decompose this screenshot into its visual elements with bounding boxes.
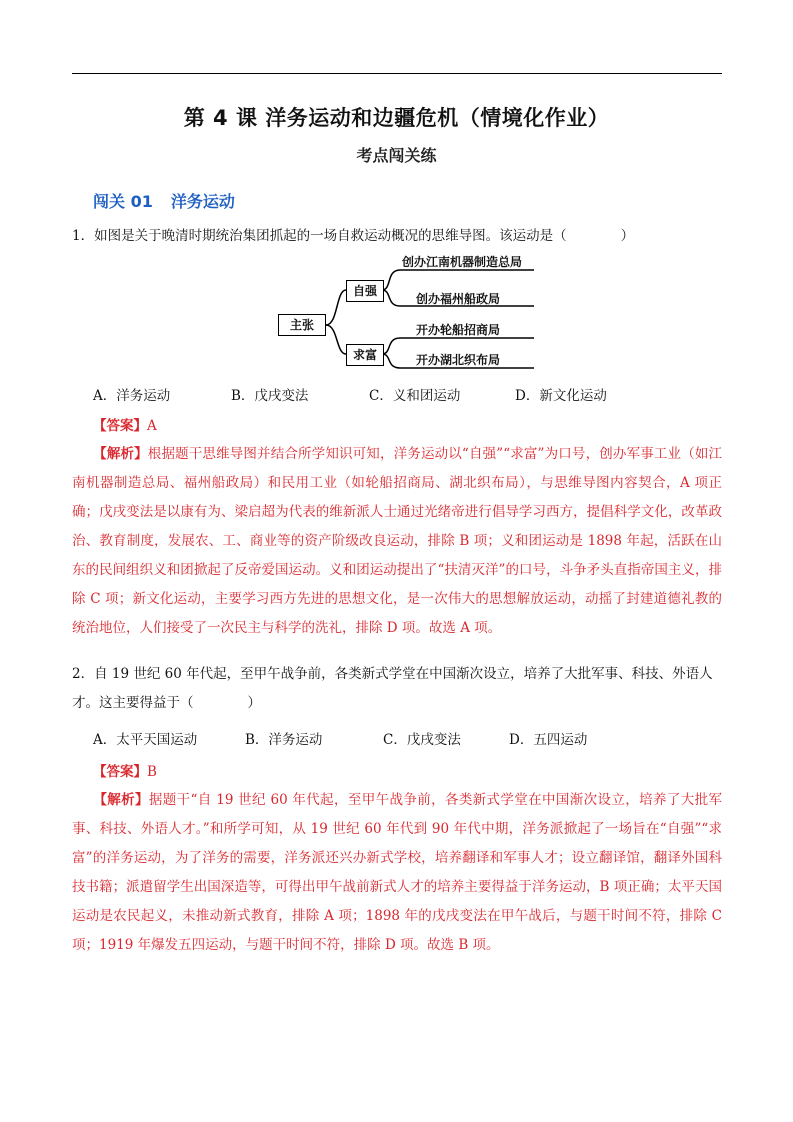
diagram-root-node: 主张 <box>278 314 326 336</box>
diagram-leaf: 创办江南机器制造总局 <box>402 255 523 269</box>
analysis-text: 据题干“自 19 世纪 60 年代起，至甲午战争前，各类新式学堂在中国渐次设立，培养了大批军事、科技、外语人才。”和所学可知，从 19 世纪 60 年代到 90 年代中期，洋务派掀起了一场旨在“自强”“求富”的洋务运动，为了洋务的需要，洋务派还兴办新式学校，培养翻译和军事人才；设立翻译馆，翻译外国科技书籍；派遣留学生出国深造等，可得出甲午战前新式人才的培养主要得益于洋务运动，B 项正确；太平天国运动是农民起义，未推动新式教育，排除 A 项；1898 年的戊戌变法在甲午战后，与题干时间不符，排除 C 项；1919 年爆发五四运动，与题干时间不符，排除 D 项。故选 B 项。 <box>72 792 722 953</box>
question-2-analysis <box>72 786 722 960</box>
mind-map-diagram <box>276 250 536 372</box>
option-a: A．太平天国运动 <box>93 732 198 748</box>
section-name: 洋务运动 <box>170 192 235 211</box>
analysis-tag: 【解析】 <box>93 446 148 462</box>
section-banner: 考点闯关练 <box>342 145 450 171</box>
answer-value: A <box>147 418 157 434</box>
analysis-text: 根据题干思维导图并结合所学知识可知，洋务运动以“自强”“求富”为口号，创办军事工业（如江南机器制造总局、福州船政局）和民用工业（如轮船招商局、湖北织布局），与思维导图内容契合，A 项正确；戊戌变法是以康有为、梁启超为代表的维新派人士通过光绪帝进行倡导学习西方，提倡科学文化，改革政治、教育制度，发展农、工、商业等的资产阶级改良运动，排除 B 项；义和团运动是 1898 年起，活跃在山东的民间组织义和团掀起了反帝爱国运动。义和团运动提出了“扶清灭洋”的口号，斗争矛头直指帝国主义，排除 C 项；新文化运动，主要学习西方先进的思想文化，是一次伟大的思想解放运动，动摇了封建道德礼教的统治地位，人们接受了一次民主与科学的洗礼，排除 D 项。故选 A 项。 <box>72 446 723 636</box>
option-b: B．洋务运动 <box>245 732 323 748</box>
option-c: C．戊戌变法 <box>383 732 461 748</box>
question-2-answer <box>93 760 157 780</box>
page-title: 第 4 课 洋务运动和边疆危机（情境化作业） <box>183 106 610 130</box>
answer-tag: 【答案】 <box>93 764 147 780</box>
question-2-stem: 2．自 19 世纪 60 年代起，至甲午战争前，各类新式学堂在中国渐次设立，培养了大批军事、科技、外语人才。这主要得益于（ ） <box>72 666 713 711</box>
answer-value: B <box>147 764 157 780</box>
option-c: C．义和团运动 <box>369 388 461 404</box>
option-b: B．戊戌变法 <box>231 388 309 404</box>
section-label: 闯关 01 <box>93 192 153 211</box>
option-d: D．新文化运动 <box>515 388 607 404</box>
option-d: D．五四运动 <box>509 732 588 748</box>
diagram-leaf: 开办湖北织布局 <box>416 353 501 367</box>
section-heading <box>93 189 235 212</box>
diagram-leaf: 开办轮船招商局 <box>416 323 501 337</box>
analysis-tag: 【解析】 <box>93 792 149 808</box>
header-rule <box>72 73 722 74</box>
diagram-leaf: 创办福州船政局 <box>416 292 501 306</box>
question-1-stem: 1．如图是关于晚清时期统治集团抓起的一场自救运动概况的思维导图。该运动是（ ） <box>72 228 635 244</box>
option-a: A．洋务运动 <box>93 388 171 404</box>
diagram-branch-seeking-wealth: 求富 <box>346 344 384 366</box>
question-1-answer <box>93 414 157 434</box>
diagram-branch-self-strengthening: 自强 <box>346 280 384 302</box>
question-1-analysis <box>72 440 722 643</box>
answer-tag: 【答案】 <box>93 418 147 434</box>
